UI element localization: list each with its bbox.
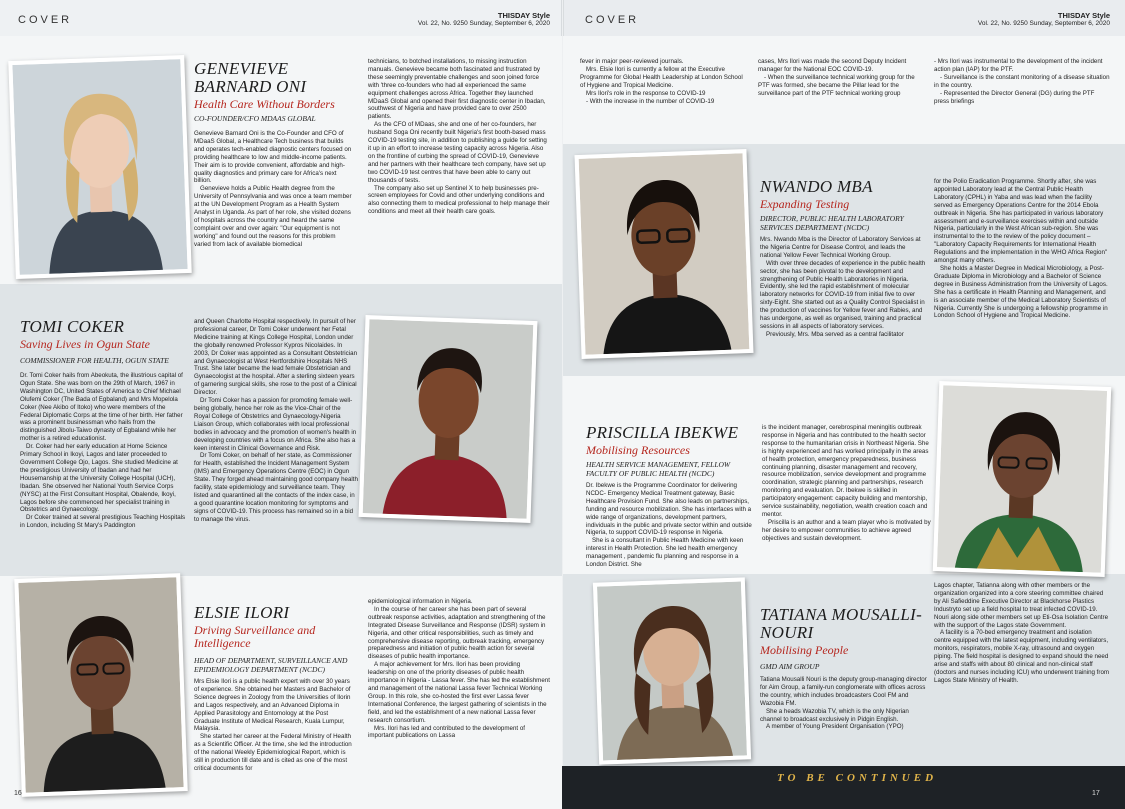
elsie-para-7: fever in major peer-reviewed journals. xyxy=(580,58,684,65)
nwando-photo xyxy=(574,149,753,359)
genevieve-col-1 xyxy=(194,130,354,282)
tomi-tagline: Saving Lives in Ogun State xyxy=(20,337,150,351)
elsie-col-5 xyxy=(934,58,1110,142)
elsie-name: ELSIE ILORI xyxy=(194,603,290,622)
tomi-role: COMMISSIONER FOR HEALTH, OGUN STATE xyxy=(20,356,169,365)
page-number-right: 17 xyxy=(1092,790,1100,797)
tomi-para-6: Dr Tomi Coker, on behalf of her state, as Commissioner for Health, established the Incident Management System (IMS) and Emergency Operations Centre (EOC) in Ogun State. They forged ahead maintaining good company health facility, state epidemiology and surveillance team. They listed and quarantined all the contacts of the index case, in a good quarantine location monitoring for symptoms and signs of COVID-19. This process has remained so in a bid to manage the virus. xyxy=(194,452,358,523)
masthead-right xyxy=(950,12,1110,28)
elsie-para-11: cases, Mrs Ilori was made the second Deputy Incident manager for the National EOC COVID-19. xyxy=(758,58,907,73)
nwando-para-1: Mrs. Nwando Mba is the Director of Laboratory Services at the Nigeria Centre for Disease Control, and leads the national Yellow Fever Technical Working Group. xyxy=(760,236,921,259)
tomi-photo xyxy=(359,315,538,523)
elsie-para-1: Mrs Elsie Ilori is a public health expert with over 30 years of experience. She obtained her Masters and Bachelor of Science degrees in Zoology from the Universities of Ilorin and Lagos respectively, and an Advanced Diploma in Applied Parasitology and Entomology at the Post Graduate Institute of Medical Research, Kuala Lumpur, Malaysia. xyxy=(194,678,351,733)
elsie-para-3: epidemiological information in Nigeria. xyxy=(368,598,473,605)
tatiana-para-4: Lagos chapter, Tatianna along with other members or the organization organized into a core steering committee chaired by Ali Safieddine Executive Director at Blackhorse Plastics Industryto set up a field hospital to treat infected COVID-19. Nouri along side other members set up Eti-Osa Isolation Centre with the support of the Lagos state Government. xyxy=(934,582,1109,629)
elsie-role: HEAD OF DEPARTMENT, SURVEILLANCE AND EPIDEMIOLOGY DEPARTMENT (NCDC) xyxy=(194,656,348,674)
priscilla-para-2: She is a consultant in Public Health Medicine with keen interest in Health Protection. She led health emergency management , pandemic flu planning and response in a London District. She xyxy=(586,537,744,569)
issue-line-left: Vol. 22, No. 9250 Sunday, September 6, 2020 xyxy=(417,20,550,27)
nwando-para-3: Previously, Mrs. Mba served as a central facilitator xyxy=(766,330,904,338)
priscilla-para-4: Priscilla is an author and a team player who is motivated by her desire to empower communities to achieve agreed objectives and sustain development. xyxy=(762,518,931,542)
nwando-name: NWANDO MBA xyxy=(760,177,873,196)
tatiana-tagline: Mobilising People xyxy=(760,643,849,657)
tatiana-col-2 xyxy=(934,582,1110,764)
priscilla-name: PRISCILLA IBEKWE xyxy=(586,423,739,442)
genevieve-para-5: The company also set up Sentinel X to help businesses pre-screen employees for Covid and other underlying conditions and also connecting them to medical professional to help manage their conditions and meet all their health care goals. xyxy=(368,184,550,216)
section-label-right: COVER xyxy=(585,14,640,26)
publication-name-right: THISDAY Style xyxy=(1057,11,1110,20)
elsie-col-4 xyxy=(758,58,926,142)
priscilla-para-3: is the incident manager, cerebrospinal meningitis outbreak response in Nigeria and has contributed to the health sector response to the humanitarian crisis in Northeast Nigeria. She is highly experienced and has worked principally in the areas of health protection, emergency preparedness, business continuing planning, disaster management and recovery, resource mobilization, service development and programme coordination, strategic planning and partnerships, research monitoring and evaluation. Dr. Ibekwe is skilled in participatory engagement: capacity building and mentorship, service sustainability, negotiation, wealth creation coach and mentor. xyxy=(762,424,929,518)
page-number-left: 16 xyxy=(14,790,22,797)
elsie-para-4: In the course of her career she has been part of several outbreak response activities, adaptation and strengthening of the Integrated Disease Surveillance and Response (IDSR) system in Nigeria, and other critical responsibilities, such as timely and comprehensive disease reporting, outbreak tracking, emergency preparedness and initiation of public health action for several diseases of public health importance. xyxy=(368,605,546,661)
to-be-continued-bar xyxy=(562,766,1125,809)
elsie-para-6: Mrs. Ilori has led and contributed to the development of important publications on Lassa xyxy=(368,724,525,740)
priscilla-col-1 xyxy=(586,482,756,572)
tatiana-para-3: A member of Young President Organisation (YPO) xyxy=(766,723,904,731)
issue-line-right: Vol. 22, No. 9250 Sunday, September 6, 2020 xyxy=(977,20,1110,27)
nwando-para-5: She holds a Master Degree in Medical Microbiology, a Post-Graduate Diploma in Microbiology and a Bachelor of Science degree in Business Administration from the University of Lagos. She has a certificate in Health Planning and Management, and is an associate member of the Medical Laboratory Scientists of Nigeria. Currently She is undergoing a fellowship programme in London School of Hygiene and Tropical Medicine. xyxy=(934,264,1108,320)
genevieve-photo xyxy=(8,55,192,279)
tomi-name: TOMI COKER xyxy=(20,317,125,336)
masthead-left xyxy=(390,12,550,28)
elsie-para-12: - When the surveillance technical working group for the PTF was formed, she became the Pillar lead for the surveillance part of the PTF technical working group xyxy=(758,73,915,97)
elsie-col-3 xyxy=(580,58,748,142)
tatiana-col-1 xyxy=(760,676,928,764)
elsie-para-15: - Represented the Director General (DG) during the PTF press briefings xyxy=(934,89,1095,105)
elsie-tagline: Driving Surveillance and Intelligence xyxy=(194,623,316,650)
elsie-photo xyxy=(14,573,188,797)
genevieve-para-3: technicians, to botched installations, to missing instruction manuals. Genevieve became both fascinated and frustrated by these seemingly preventable challenges and soon joined force with 'three co-founders who had all experienced the same equipment challenges across Africa. Together they launched MDaaS Global and opened their first diagnostic center in Ibadan, southwest of Nigeria and have provided care to over 2500 patients. xyxy=(368,58,546,121)
tomi-para-4: and Queen Charlotte Hospital respectively. In pursuit of her professional career, Dr Tomi Coker underwent her Fetal Medicine training at Kings College Hospital, London under the globally renowned Professor Kypros Nicolaides. In 2003, Dr Coker was appointed as a Consultant Obstetrician and Gynaecologist at West Hertfordshire Hospitals NHS Trust. She later became the lead female Obstetrician and Gynaecologist at the hospital. After a sterling sixteen years of garnering surgical skills, she rose to the post of a Clinical Director. xyxy=(194,318,358,397)
elsie-para-5: A major achievement for Mrs. Ilori has been providing leadership on one of the priority diseases of public health importance in Nigeria - Lassa fever. She has led the establishment and management of the national Lassa fever Technical Working Group. In this role, she co-hosted the first ever Lassa fever International Conference, the largest gathering of scientists in the field, and led the establishment of a new national Lassa fever research consortium. xyxy=(368,661,550,724)
elsie-para-9: Mrs Ilori's role in the response to COVID-19 xyxy=(586,89,706,97)
elsie-para-8: Mrs. Elsie Ilori is currently a fellow at the Executive Programme for Global Health Leadership at London School of Hygiene and Tropical Medicine. xyxy=(580,65,743,89)
elsie-col-1 xyxy=(194,678,354,804)
genevieve-para-2: Genevieve holds a Public Health degree from the University of Pennsylvania and was once a team member at the UN Development Program as a Health System Analyst in Uganda. As part of her role, she visited dozens of hospitals across the country and heard the same complaint over and over again: "Our equipment is not working" and found out the reasons for this problem varied from lack of available biomedical xyxy=(194,185,352,248)
tatiana-photo xyxy=(593,577,751,764)
priscilla-photo xyxy=(933,381,1112,577)
tomi-col-1 xyxy=(20,372,188,572)
tomi-para-1: Dr. Tomi Coker hails from Abeokuta, the illustrious capital of Ogun State. She was born on the 29th of March, 1967 in Washington DC, United States of America to Chief Michael Olufemi Coker (The Bada of Egbaland) and Mrs Mopelola Coker (Nee Akibo of Itoko) who were members of the Federal Diplomatic Corps at the time of her birth. Her father was a prominent businessman who hails from the distinguished Jibolu-Taiwo dynasty of Egbaland while her mother is a retired educationist. xyxy=(20,372,183,443)
nwando-tagline: Expanding Testing xyxy=(760,197,850,211)
to-be-continued-text: TO BE CONTINUED xyxy=(777,772,938,784)
priscilla-tagline: Mobilising Resources xyxy=(586,443,690,457)
elsie-para-2: She started her career at the Federal Ministry of Health as a Scientific Officer. At the time, she led the introduction of the national Weekly Epidemiological Report, which is still in production till date and is cited as one of the most critical documents for xyxy=(194,733,352,772)
priscilla-para-1: Dr. Ibekwe is the Programme Coordinator for delivering NCDC- Emergency Medical Treatment gateway, Basic Healthcare Provision Fund. She also leads on partnerships, funding and resource mobilization. She has interfaces with a wide range of organizations, development partners, individuals in the public and private sector within and outside Nigeria, to support COVID-19 response in Nigeria. xyxy=(586,482,752,537)
elsie-para-13: - Mrs Ilori was instrumental to the development of the incident action plan (IAP) for the PTF. xyxy=(934,58,1103,73)
tomi-para-5: Dr Tomi Coker has a passion for promoting female well-being globally, hence her role as the Vice-Chair of the Royal College of Obstetrics and Gynaecology-Nigeria Liaison Group, which collaborates with local professional bodies in advocacy and the promotion of women's health in developing countries with a focus on Africa. She also has a keen interest in Clinical Governance and Risk. xyxy=(194,397,357,452)
priscilla-col-2 xyxy=(762,424,932,572)
genevieve-para-4: As the CFO of MDaas, she and one of her co-founders, her husband Soga Oni recently built Nigeria's first booth-based mass COVID-19 testing site, in addition to publishing a guide for setting it up in an effort to increase testing capacity across Nigeria. Also on the frontline of curbing the spread of COVID-19, Genevieve and her partners with their healthcare tech company, have set up two COVID-19 test centres that have been able to carry out thousands of tests. xyxy=(368,121,547,184)
elsie-para-14: - Surveillance is the constant monitoring of a disease situation in the country. xyxy=(934,73,1110,89)
genevieve-tagline: Health Care Without Borders xyxy=(194,97,335,111)
priscilla-role: HEALTH SERVICE MANAGEMENT, FELLOW FACULTY OF PUBLIC HEALTH (NCDC) xyxy=(586,460,731,478)
nwando-para-4: for the Polio Eradication Programme. Shortly after, she was appointed Laboratory lead at the Central Public Health Laboratory (CPHL) in Yaba and was lead when the facility served as Emergency Operations Centre for the 2014 Ebola outbreak in Nigeria. She has participated in various laboratory assessment and e-surveillance exercises within and outside Nigeria, particularly in the West African sub-region. She was instrumental to the to the review of the policy document – "Laboratory Capacity Requirements for International Health Regulations and the implementation in the WHO Africa Region" amongst many others. xyxy=(934,178,1108,265)
genevieve-para-1: Genevieve Barnard Oni is the Co-Founder and CFO of MDaaS Global, a Healthcare Tech business that builds and operates tech-enabled diagnostic centers focused on providing healthcare to low and middle-income patients. Their aim is to provide convenient, affordable and high-quality diagnostics and primary care for Africa's next billion. xyxy=(194,130,352,185)
genevieve-col-2 xyxy=(368,58,550,284)
nwando-col-2 xyxy=(934,178,1110,374)
tatiana-para-2: She a heads Wazobia TV, which is the only Nigerian channel to broadcast exclusively in Pidgin English. xyxy=(760,707,909,723)
section-label-left: COVER xyxy=(18,14,73,26)
tomi-col-2 xyxy=(194,318,358,572)
tomi-para-3: Dr Coker trained at several prestigious Teaching Hospitals in London, including St Mary's Paddington xyxy=(20,514,186,530)
tatiana-para-5: A facility is a 70-bed emergency treatment and isolation centre equipped with the latest equipment, including ventilators, monitors, respirators, mobile X-ray, ultrasound and oxygen piping. The field hospital is designed to expand should the need arise and staffs with about 80 clinical and non-clinical staff (doctors and nurses including ICU) who underwent training from Lagos State Ministry of Health. xyxy=(934,629,1110,684)
elsie-col-2 xyxy=(368,598,550,804)
nwando-para-2: With over three decades of experience in the public health sector, she has been pivotal to the development and strengthening of Public Health Laboratories in Nigeria. Evidently, she led the rapid establishment of molecular laboratory networks for COVID-19 from initial five to over sixty-Eight. She started out as a Quality Control Specialist in the production of vaccines for Yellow fever and Rabies, and has undergone, as well as organised, training and practical sessions in all aspects of laboratory services. xyxy=(760,259,926,330)
tatiana-name: TATIANA MOUSALLI-NOURI xyxy=(760,605,923,642)
nwando-col-1 xyxy=(760,236,928,374)
publication-name-left: THISDAY Style xyxy=(497,11,550,20)
genevieve-name: GENEVIEVE BARNARD ONI xyxy=(194,59,307,96)
tomi-para-2: Dr. Coker had her early education at Home Science Primary School in Ikoyi, Lagos and later proceeded to Government College Ojo, Lagos. She studied Medicine at the prestigious University of Ibadan and had her Housemanship at the University College Hospital (UCH), Ibadan. She observed her National Youth Service Corps (NYSC) at the First Consultant Hospital, Obalende, Ikoyi, Lagos before she commenced her specialist training in Obstetrics and Gynaecology. xyxy=(20,443,178,514)
nwando-role: DIRECTOR, PUBLIC HEALTH LABORATORY SERVICES DEPARTMENT (NCDC) xyxy=(760,214,904,232)
genevieve-role: CO-FOUNDER/CFO MDAAS GLOBAL xyxy=(194,114,316,123)
tatiana-para-1: Tatiana Mousalli Nouri is the deputy group-managing director for Aim Group, a family-run conglomerate with offices across the country, which includes broadcasters Cool FM and Wazobia FM. xyxy=(760,676,927,707)
elsie-para-10: - With the increase in the number of COVID-19 xyxy=(586,97,715,105)
tatiana-role: GMD AIM GROUP xyxy=(760,662,820,671)
